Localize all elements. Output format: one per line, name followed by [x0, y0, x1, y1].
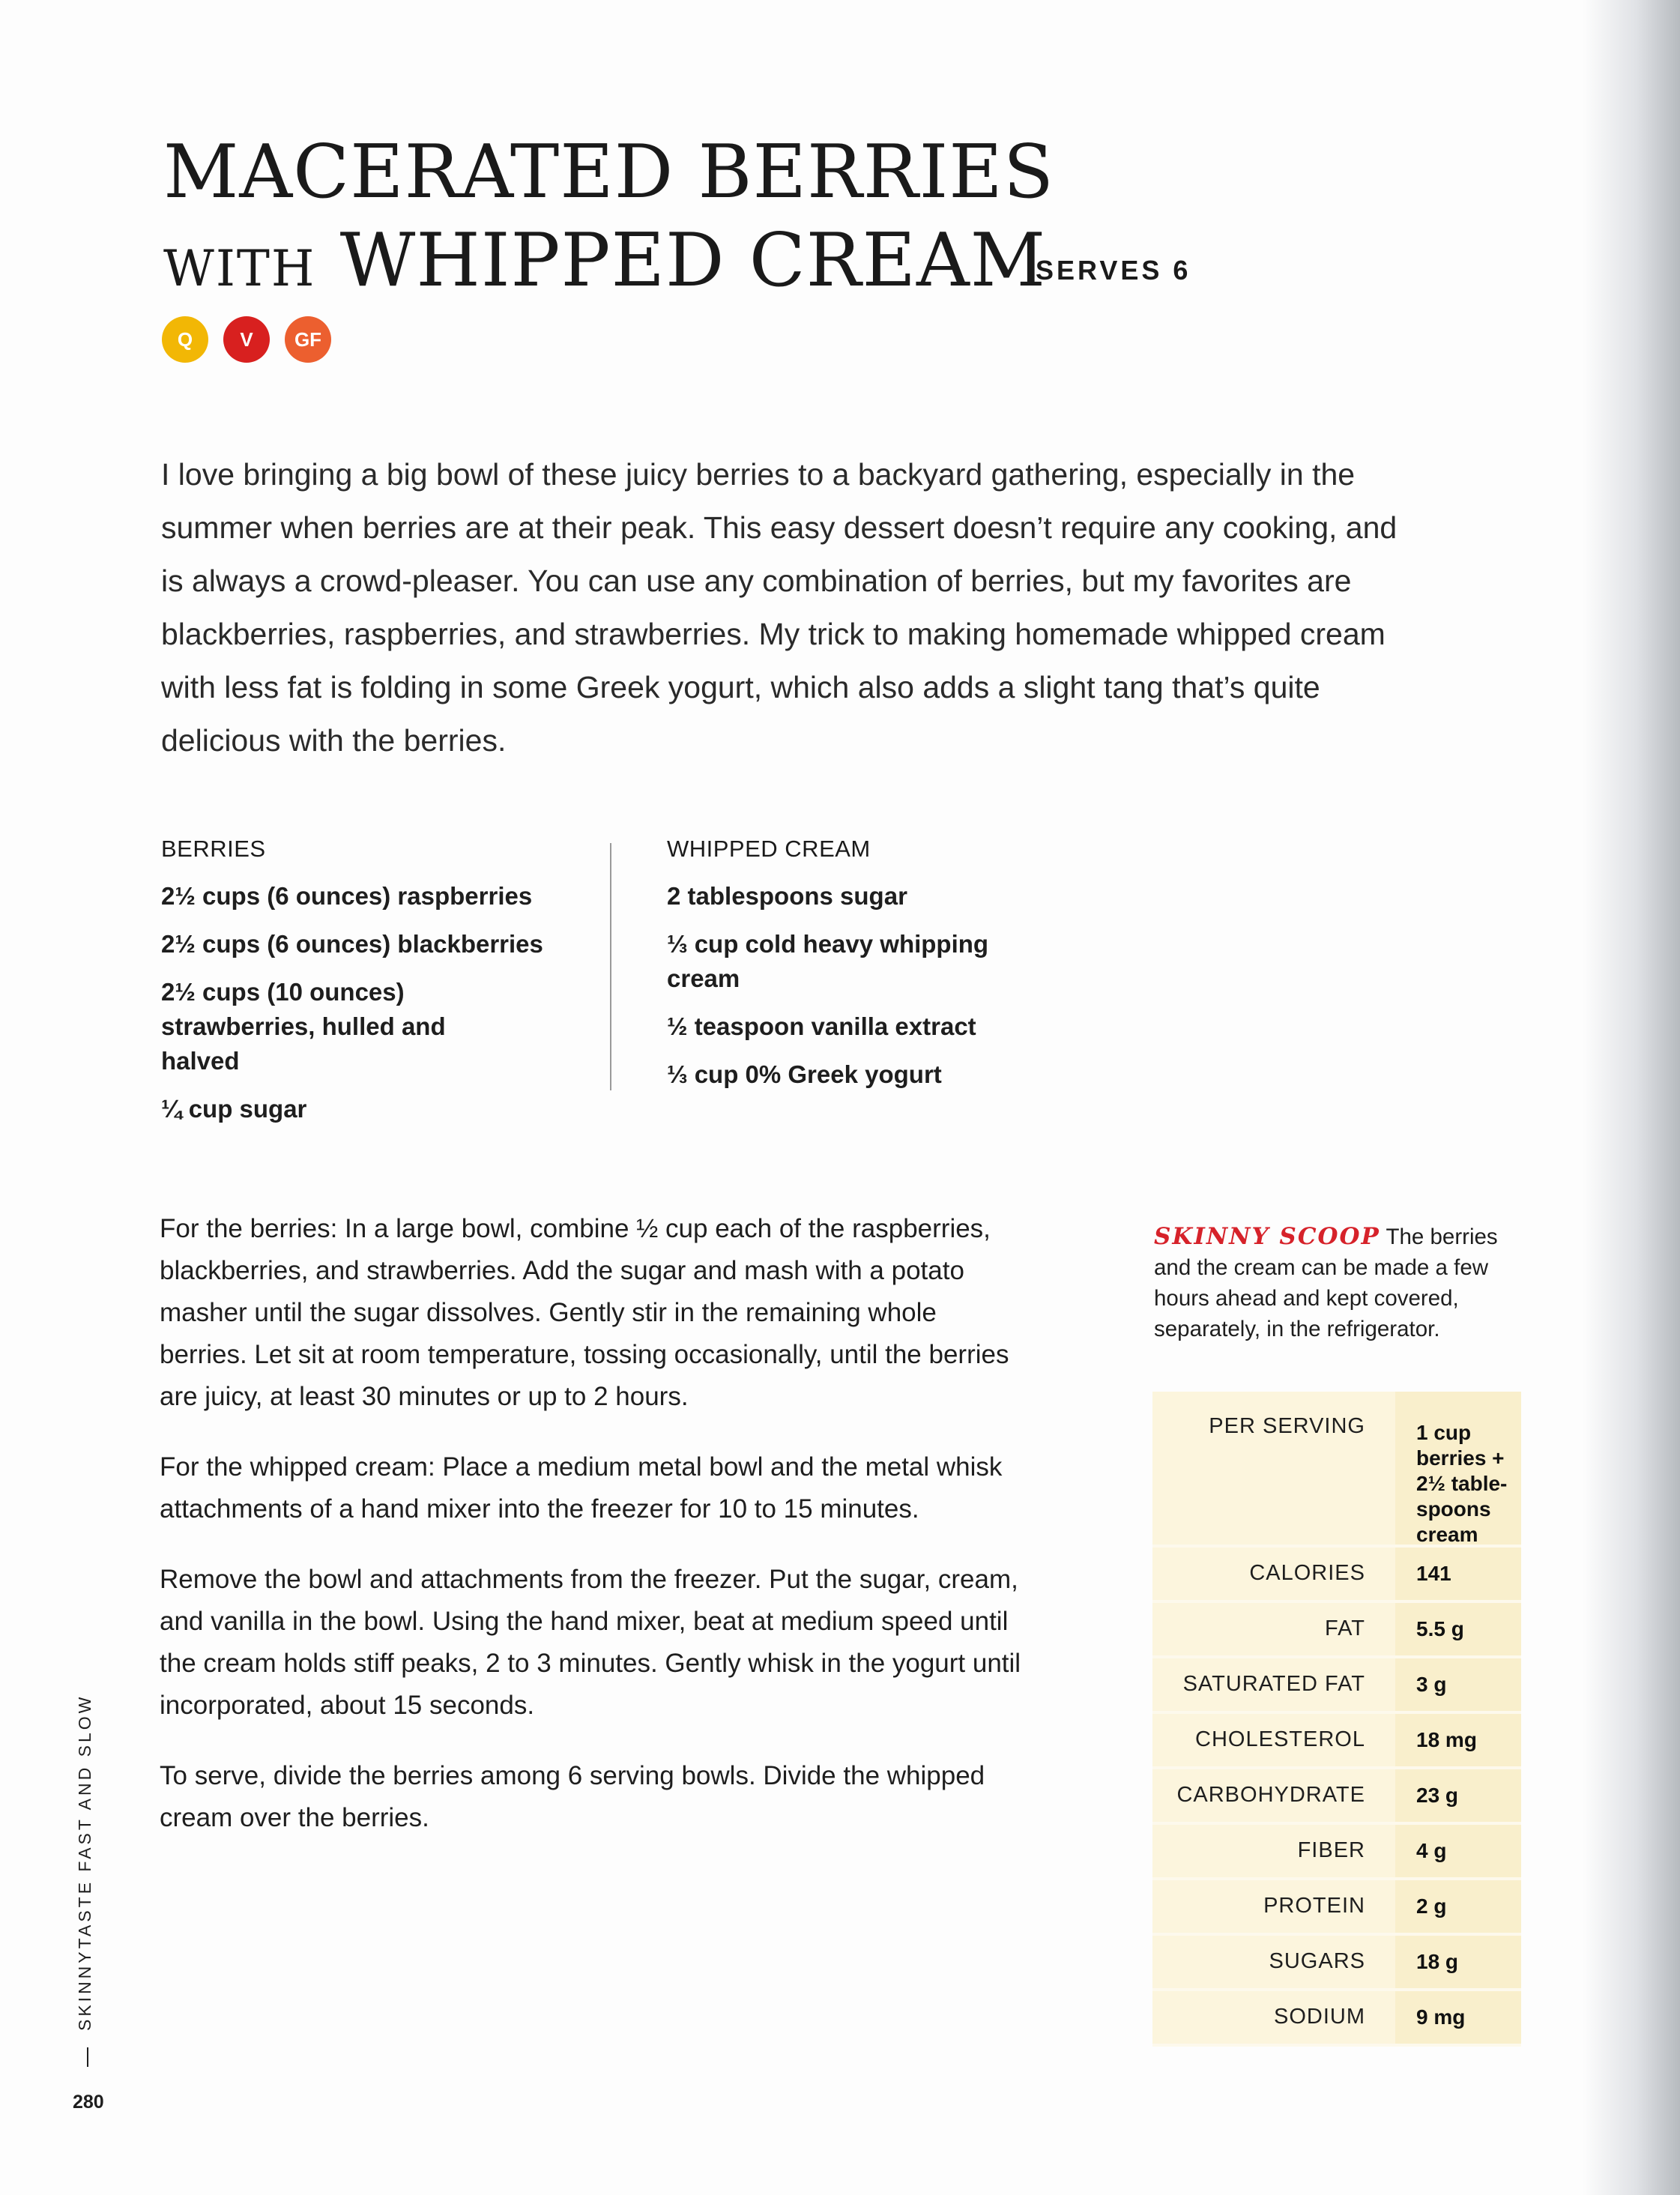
ingredient-item: ½ teaspoon vanilla extract	[667, 1012, 976, 1040]
running-title-bar	[87, 2047, 88, 2067]
nutrition-label: CARBOHYDRATE	[1152, 1769, 1395, 1822]
nutrition-label: FAT	[1152, 1603, 1395, 1655]
nutrition-row	[1152, 1548, 1521, 1603]
nutrition-row	[1152, 1658, 1521, 1714]
gluten-free-badge-icon: GF	[285, 316, 331, 363]
quick-badge-icon: Q	[162, 316, 208, 363]
intro-paragraph: I love bringing a big bowl of these juicy berries to a backyard gathering, especially in the summer when berries are at their peak. This easy dessert doesn’t require any cooking, and is always a crowd-pleaser. You can use any combination of berries, but my favorites are blackberries, raspberries, and strawberries. My trick to making homemade whipped cream with less fat is folding in some Greek yogurt, which also adds a slight tang that’s quite delicious with the berries.	[161, 457, 1398, 758]
nutrition-row	[1152, 1603, 1521, 1658]
ingredients-whipped-cream	[667, 836, 1042, 1105]
recipe-title-line-1: MACERATED BERRIES	[163, 130, 1054, 215]
ingredients-heading-berries: BERRIES	[161, 836, 266, 862]
nutrition-row	[1152, 1714, 1521, 1769]
vegetarian-badge-icon: V	[223, 316, 270, 363]
page-number: 280	[73, 2092, 104, 2113]
nutrition-label: PROTEIN	[1152, 1880, 1395, 1933]
nutrition-value: 18 mg	[1395, 1714, 1521, 1766]
nutrition-row	[1152, 1991, 1521, 2047]
nutrition-row	[1152, 1825, 1521, 1880]
nutrition-value: 1 cup berries + 2½ table-spoons cream	[1395, 1392, 1521, 1545]
ingredient-item: ¼ cup sugar	[161, 1095, 307, 1123]
nutrition-value: 141	[1395, 1548, 1521, 1600]
ingredient-item: 2½ cups (6 ounces) raspberries	[161, 882, 533, 910]
nutrition-label: CHOLESTEROL	[1152, 1714, 1395, 1766]
nutrition-label: SODIUM	[1152, 1991, 1395, 2044]
ingredient-item: 2½ cups (10 ounces) strawberries, hulled and halved	[161, 978, 446, 1075]
nutrition-label: FIBER	[1152, 1825, 1395, 1877]
title-with: WITH	[163, 240, 316, 298]
nutrition-label: CALORIES	[1152, 1548, 1395, 1600]
running-title: SKINNYTASTE FAST AND SLOW	[75, 1694, 94, 2031]
nutrition-row	[1152, 1769, 1521, 1825]
nutrition-label: PER SERVING	[1152, 1392, 1395, 1545]
nutrition-value: 18 g	[1395, 1936, 1521, 1988]
ingredient-item: 2 tablespoons sugar	[667, 882, 907, 910]
direction-step: Remove the bowl and attachments from the freezer. Put the sugar, cream, and vanilla in the bowl. Using the hand mixer, beat at medium speed until the cream holds stiff peaks, 2 to 3 minutes. Gently whisk in the yogurt until incorporated, about 15 seconds.	[160, 1565, 1021, 1720]
ingredients-berries	[161, 836, 581, 1140]
nutrition-label: SUGARS	[1152, 1936, 1395, 1988]
diet-badges	[162, 316, 331, 363]
skinny-scoop-label: SKINNY SCOOP	[1154, 1223, 1380, 1250]
nutrition-table	[1152, 1392, 1521, 2047]
nutrition-value: 5.5 g	[1395, 1603, 1521, 1655]
recipe-title-line-2	[163, 216, 1046, 314]
nutrition-label: SATURATED FAT	[1152, 1658, 1395, 1711]
direction-step: For the berries: In a large bowl, combine ½ cup each of the raspberries, blackberries, and strawberries. Add the sugar and mash with a potato masher until the sugar dissolves. Gently stir in the remaining whole berries. Let sit at room temperature, tossing occasionally, until the berries are juicy, at least 30 minutes or up to 2 hours.	[160, 1214, 1009, 1411]
nutrition-value: 9 mg	[1395, 1991, 1521, 2044]
nutrition-value: 23 g	[1395, 1769, 1521, 1822]
nutrition-value: 2 g	[1395, 1880, 1521, 1933]
directions	[160, 1208, 1021, 1868]
nutrition-value: 4 g	[1395, 1825, 1521, 1877]
nutrition-row-per-serving	[1152, 1392, 1521, 1548]
ingredients-heading-whipped-cream: WHIPPED CREAM	[667, 836, 871, 862]
direction-step: To serve, divide the berries among 6 serving bowls. Divide the whipped cream over the berries.	[160, 1761, 985, 1832]
nutrition-row	[1152, 1936, 1521, 1991]
nutrition-value: 3 g	[1395, 1658, 1521, 1711]
page-gutter-shadow	[1583, 0, 1680, 2195]
ingredient-item: ⅓ cup 0% Greek yogurt	[667, 1060, 942, 1088]
ingredients-divider	[610, 843, 611, 1090]
ingredient-item: ⅓ cup cold heavy whipping cream	[667, 930, 989, 992]
direction-step: For the whipped cream: Place a medium metal bowl and the metal whisk attachments of a hand mixer into the freezer for 10 to 15 minutes.	[160, 1452, 1003, 1524]
nutrition-row	[1152, 1880, 1521, 1936]
skinny-scoop-tip	[1154, 1222, 1536, 1344]
recipe-intro	[161, 448, 1398, 767]
serves-label: SERVES 6	[1036, 255, 1191, 286]
skinny-scoop-text: The berries and the cream can be made a few hours ahead and kept covered, separately, in the refrigerator.	[1154, 1225, 1498, 1341]
title-whipped-cream: WHIPPED CREAM	[339, 218, 1047, 304]
ingredient-item: 2½ cups (6 ounces) blackberries	[161, 930, 543, 958]
